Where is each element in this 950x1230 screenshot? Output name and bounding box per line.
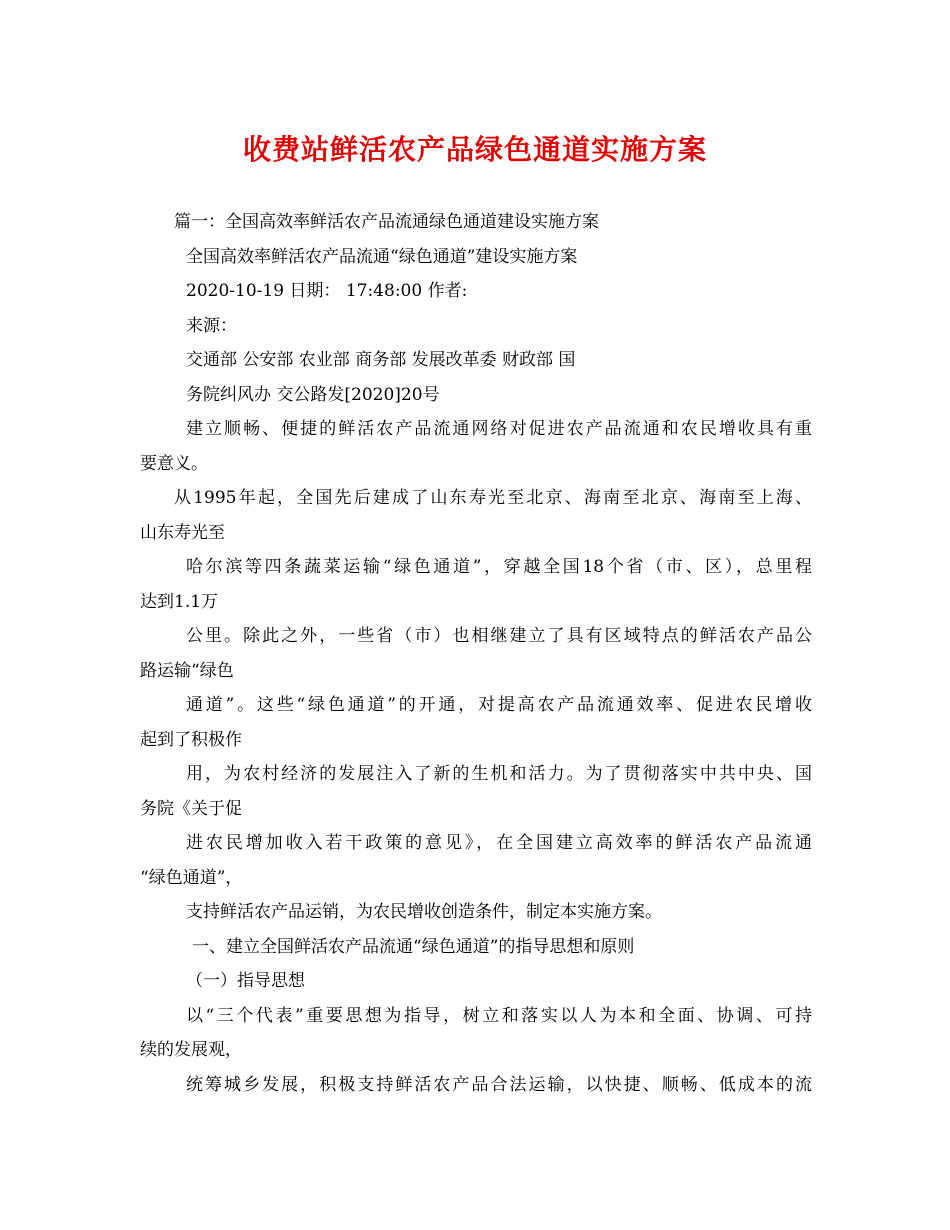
text-line: 要意义。 [140, 453, 208, 474]
text-line: 用，为农村经济的发展注入了新的生机和活力。为了贯彻落实中共中央、国 [186, 764, 812, 784]
document-body [140, 205, 812, 1102]
text-line: 务院纠风办 交公路发[2020]20号 [186, 384, 440, 405]
text-line: 进农民增加收入若干政策的意见》，在全国建立高效率的鲜活农产品流通 [186, 833, 812, 853]
text-line: 交通部 公安部 农业部 商务部 发展改革委 财政部 国 [186, 350, 576, 370]
text-line: 从1995年起，全国先后建成了山东寿光至北京、海南至北京、海南至上海、 [174, 488, 812, 508]
text-line: 山东寿光至 [140, 522, 225, 543]
text-line: 支持鲜活农产品运销，为农民增收创造条件，制定本实施方案。 [186, 902, 662, 922]
text-line: 以“三个代表”重要思想为指导，树立和落实以人为本和全面、协调、可持 [186, 1005, 812, 1026]
text-line: （一）指导思想 [186, 971, 305, 991]
text-line: 通道”。这些“绿色通道”的开通，对提高农产品流通效率、促进农民增收 [186, 695, 812, 715]
text-line: 一、建立全国鲜活农产品流通“绿色通道”的指导思想和原则 [192, 936, 635, 957]
text-line: 路运输“绿色 [140, 660, 234, 681]
text-line: 建立顺畅、便捷的鲜活农产品流通网络对促进农产品流通和农民增收具有重 [186, 419, 812, 439]
text-line: 务院《关于促 [140, 798, 242, 819]
text-line: 统筹城乡发展，积极支持鲜活农产品合法运输，以快捷、顺畅、低成本的流 [186, 1074, 812, 1095]
text-line: 2020-10-19 日期： 17:48:00 作者: [186, 281, 468, 301]
text-line: 篇一：全国高效率鲜活农产品流通绿色通道建设实施方案 [174, 212, 599, 232]
document-title: 收费站鲜活农产品绿色通道实施方案 [242, 133, 707, 166]
text-line: 续的发展观， [140, 1040, 242, 1060]
text-line: 哈尔滨等四条蔬菜运输“绿色通道”，穿越全国18个省（市、区），总里程 [186, 557, 812, 577]
text-line: 来源： [186, 315, 237, 336]
text-line: 全国高效率鲜活农产品流通“绿色通道”建设实施方案 [186, 246, 578, 267]
text-line: “绿色通道”， [140, 867, 243, 888]
text-line: 起到了积极作 [140, 729, 242, 750]
text-line: 公里。除此之外，一些省（市）也相继建立了具有区域特点的鲜活农产品公 [186, 626, 812, 646]
text-line: 达到1.1万 [140, 591, 219, 612]
